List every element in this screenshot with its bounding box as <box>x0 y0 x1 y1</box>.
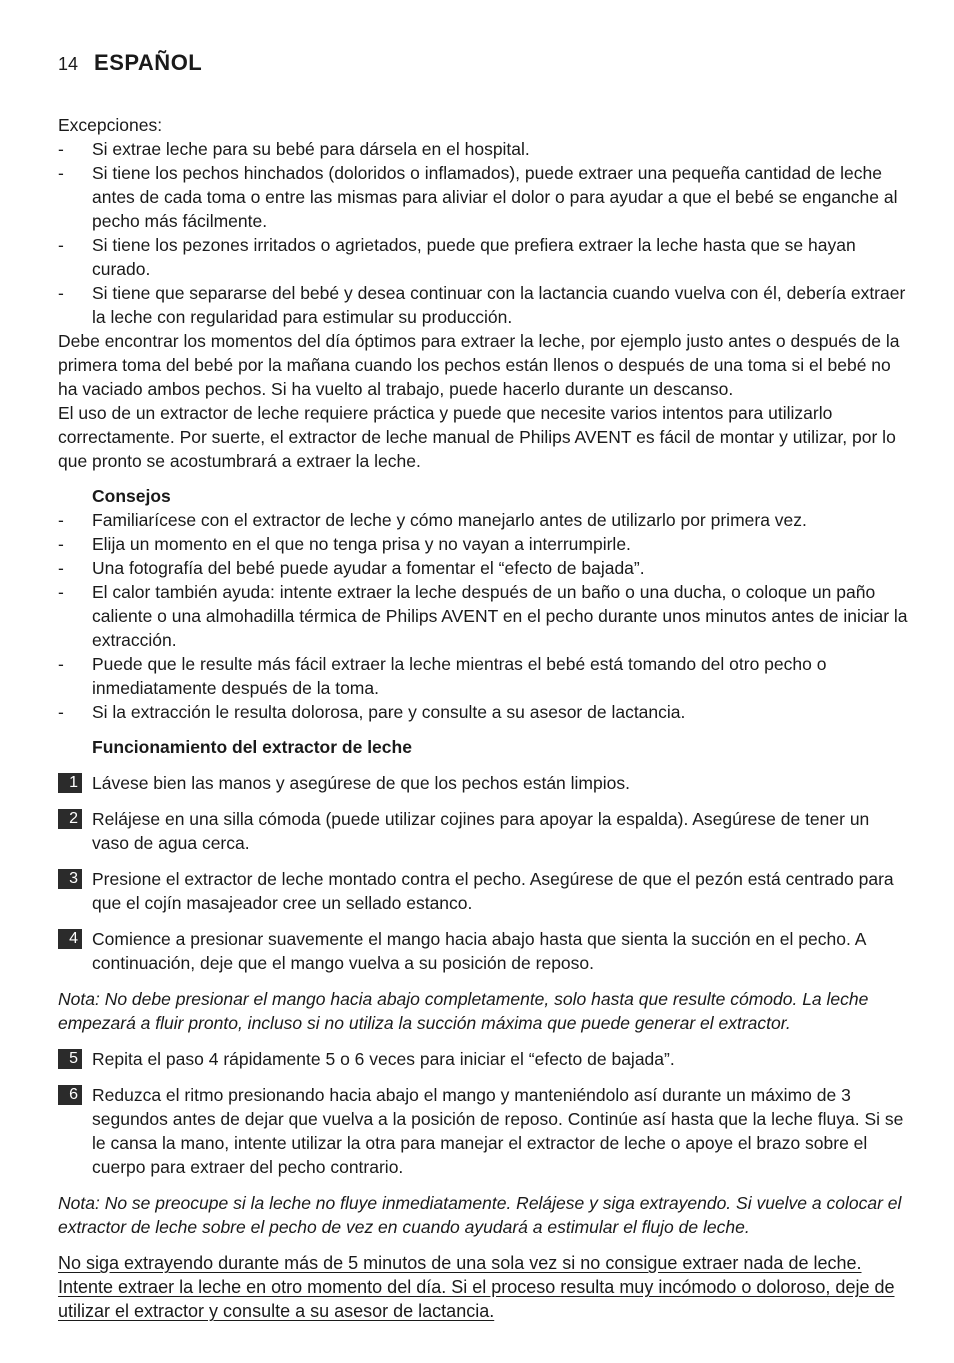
note-2: Nota: No se preocupe si la leche no fluye inmediatamente. Relájese y siga extrayendo. Si vuelve a colocar el extractor de leche sobre el pecho de vez en cuando ayudará a estimular el flujo de leche. <box>58 1193 902 1237</box>
tip-item: - Puede que le resulte más fácil extraer la leche mientras el bebé está tomando del otro pecho o inmediatamente después de la toma. <box>58 654 827 698</box>
exception-item: - Si tiene los pezones irritados o agrietados, puede que prefiera extraer la leche hasta que se hayan curado. <box>58 235 856 279</box>
step-2: 2 Relájese en una silla cómoda (puede utilizar cojines para apoyar la espalda). Asegúrese de tener un vaso de agua cerca. <box>58 807 908 855</box>
step-number: 2 <box>58 809 82 829</box>
page-body <box>58 113 908 1323</box>
exception-item: - Si tiene los pechos hinchados (doloridos o inflamados), puede extraer una pequeña cantidad de leche antes de cada toma o entre las mismas para aliviar el dolor o para ayudar a que el bebé se enganche al pecho más fácilmente. <box>58 163 898 231</box>
language-title: ESPAÑOL <box>94 50 203 75</box>
page-number: 14 <box>58 54 79 74</box>
note-1: Nota: No debe presionar el mango hacia abajo completamente, solo hasta que resulte cómodo. La leche empezará a fluir pronto, incluso si no utiliza la succión máxima que puede generar el extractor. <box>58 989 869 1033</box>
step-5: 5 Repita el paso 4 rápidamente 5 o 6 veces para iniciar el “efecto de bajada”. <box>58 1047 908 1071</box>
page-header <box>58 50 202 80</box>
step-1: 1 Lávese bien las manos y asegúrese de que los pechos están limpios. <box>58 771 908 795</box>
exceptions-label: Excepciones: <box>58 115 163 135</box>
step-number: 3 <box>58 869 82 889</box>
tip-item: - Una fotografía del bebé puede ayudar a fomentar el “efecto de bajada”. <box>58 558 645 578</box>
exception-item: - Si tiene que separarse del bebé y desea continuar con la lactancia cuando vuelva con él, debería extraer la leche con regularidad para estimular su producción. <box>58 283 906 327</box>
step-number: 4 <box>58 929 82 949</box>
tip-item: - Si la extracción le resulta dolorosa, pare y consulte a su asesor de lactancia. <box>58 702 686 722</box>
step-number: 6 <box>58 1085 82 1105</box>
tip-item: - Elija un momento en el que no tenga prisa y no vayan a interrumpirle. <box>58 534 631 554</box>
step-number: 1 <box>58 773 82 793</box>
intro-paragraph-2: El uso de un extractor de leche requiere práctica y puede que necesite varios intentos para utilizarlo correctamente. Por suerte, el extractor de leche manual de Philips AVENT es fácil de montar y utilizar, por lo que pronto se acostumbrará a extraer la leche. <box>58 403 896 471</box>
step-4: 4 Comience a presionar suavemente el mango hacia abajo hasta que sienta la succión en el pecho. A continuación, deje que el mango vuelva a su posición de reposo. <box>58 927 908 975</box>
tip-item: - El calor también ayuda: intente extraer la leche después de un baño o una ducha, o coloque un paño caliente o una almohadilla térmica de Philips AVENT en el pecho durante unos minutos antes de iniciar la extracción. <box>58 582 908 650</box>
tip-item: - Familiarícese con el extractor de leche y cómo manejarlo antes de utilizarlo por primera vez. <box>58 510 807 530</box>
step-number: 5 <box>58 1049 82 1069</box>
exception-item: - Si extrae leche para su bebé para dársela en el hospital. <box>58 139 530 159</box>
step-3: 3 Presione el extractor de leche montado contra el pecho. Asegúrese de que el pezón está centrado para que el cojín masajeador cree un sellado estanco. <box>58 867 908 915</box>
intro-paragraph-1: Debe encontrar los momentos del día óptimos para extraer la leche, por ejemplo justo antes o después de la primera toma del bebé por la mañana cuando los pechos están llenos o después de una toma si el bebé no ha vaciado ambos pechos. Si ha vuelto al trabajo, puede hacerlo durante un descanso. <box>58 331 900 399</box>
operation-heading: Funcionamiento del extractor de leche <box>92 737 412 757</box>
warning-text: No siga extrayendo durante más de 5 minutos de una sola vez si no consigue extraer nada de leche. Intente extraer la leche en otro momento del día. Si el proceso resulta muy incómodo o doloroso, deje de utilizar el extractor y consulte a su asesor de lactancia. <box>58 1253 895 1321</box>
step-6: 6 Reduzca el ritmo presionando hacia abajo el mango y manteniéndolo así durante un máximo de 3 segundos antes de dejar que vuelva a la posición de reposo. Continúe así hasta que la leche fluya. Si se le cansa la mano, intente utilizar la otra para manejar el extractor de leche o apoye el brazo sobre el cuerpo para extraer del pecho contrario. <box>58 1083 908 1179</box>
tips-heading: Consejos <box>92 486 171 506</box>
